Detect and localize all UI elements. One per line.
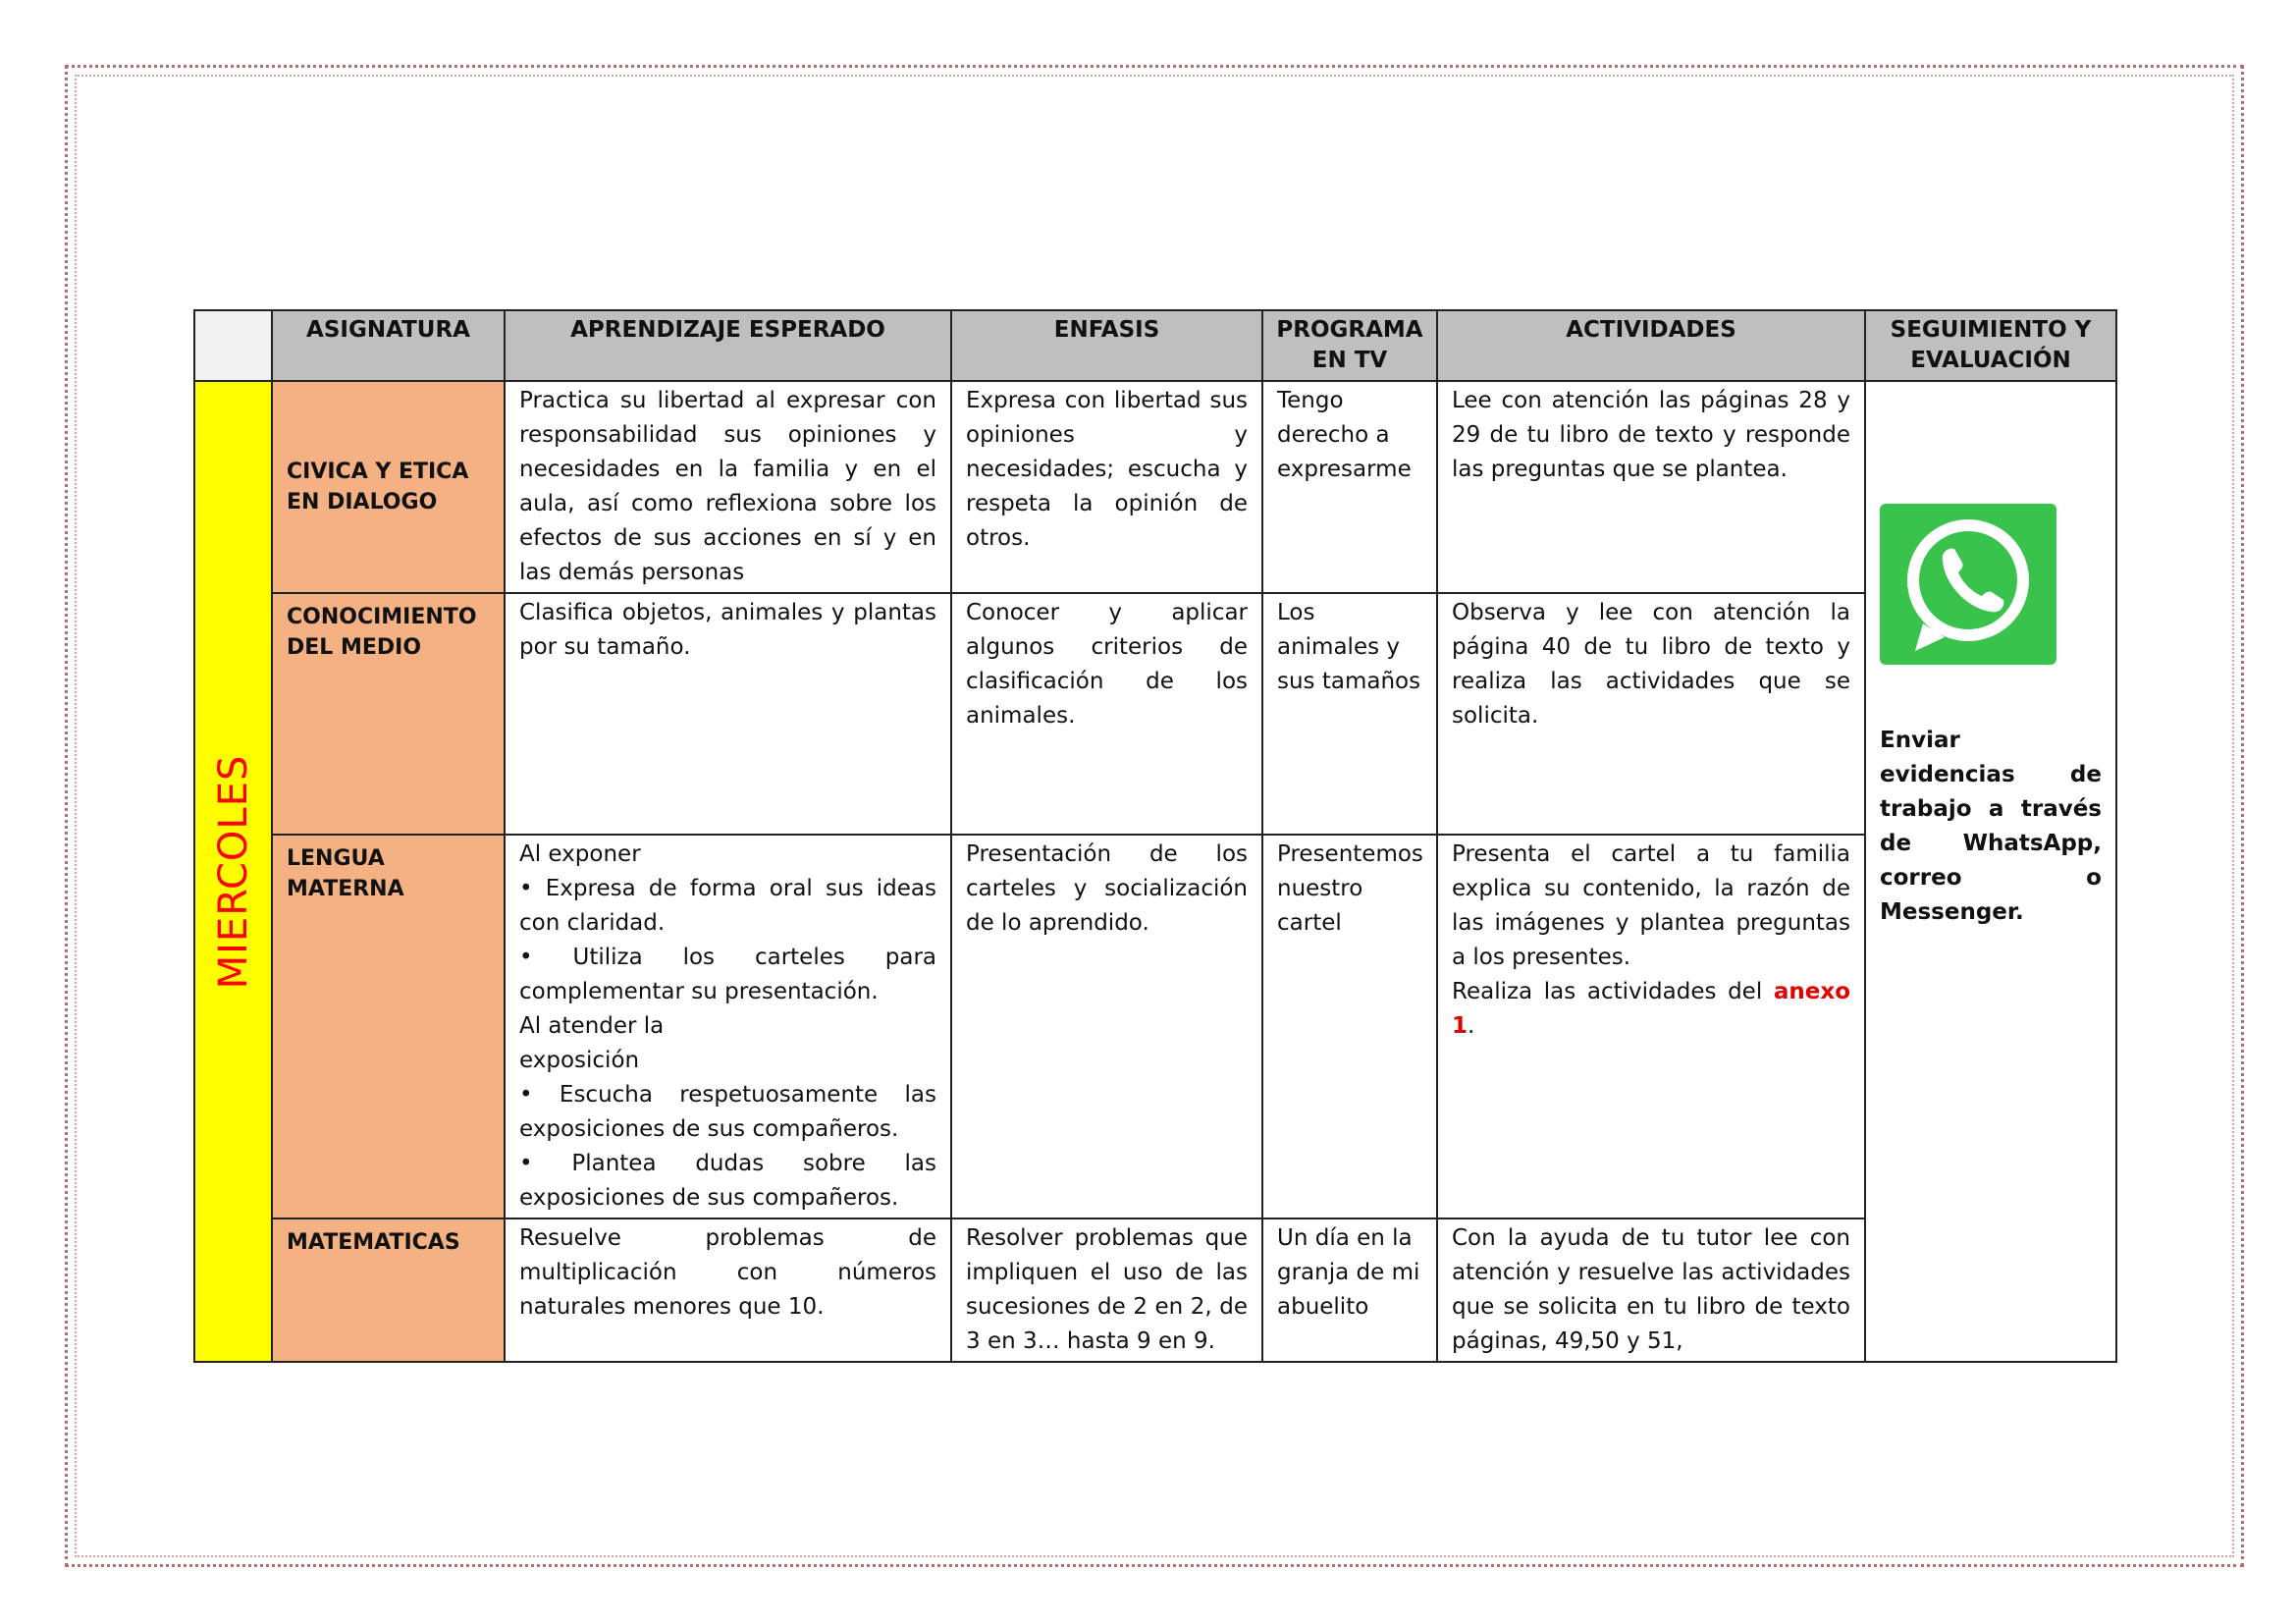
- aprendizaje-line: exposición: [519, 1048, 640, 1073]
- enfasis-cell: Presentación de los carteles y socialización de lo aprendido.: [951, 835, 1262, 1218]
- subject-cell: MATEMATICAS: [272, 1218, 505, 1362]
- header-blank: [194, 310, 272, 381]
- aprendizaje-line: • Escucha respetuosamente las exposiciones de sus compañeros.: [519, 1082, 936, 1142]
- aprendizaje-line: Al exponer: [519, 841, 641, 867]
- header-programa: PROGRAMA EN TV: [1262, 310, 1437, 381]
- aprendizaje-line: Al atender la: [519, 1013, 665, 1039]
- header-row: [194, 310, 2116, 381]
- table-row: [194, 835, 2116, 1218]
- programa-cell: Tengo derecho a expresarme: [1262, 381, 1437, 593]
- enfasis-cell: Expresa con libertad sus opiniones y necesidades; escucha y respeta la opinión de otros.: [951, 381, 1262, 593]
- table-row: [194, 1218, 2116, 1362]
- header-aprendizaje: APRENDIZAJE ESPERADO: [505, 310, 951, 381]
- subject-cell: LENGUA MATERNA: [272, 835, 505, 1218]
- actividades-cell: Con la ayuda de tu tutor lee con atención y resuelve las actividades que se solicita en tu libro de texto páginas, 49,50 y 51,: [1437, 1218, 1865, 1362]
- day-cell: [194, 381, 272, 1362]
- programa-cell: Un día en la granja de mi abuelito: [1262, 1218, 1437, 1362]
- day-label: MIERCOLES: [210, 754, 256, 989]
- table-row: [194, 381, 2116, 593]
- enfasis-cell: Resolver problemas que impliquen el uso de las sucesiones de 2 en 2, de 3 en 3… hasta 9 en 9.: [951, 1218, 1262, 1362]
- anexo-link: anexo 1: [1452, 979, 1850, 1039]
- programa-cell: Presentemos nuestro cartel: [1262, 835, 1437, 1218]
- programa-cell: Los animales y sus tamaños: [1262, 593, 1437, 835]
- actividades-cell: Lee con atención las páginas 28 y 29 de tu libro de texto y responde las preguntas que se plantea.: [1437, 381, 1865, 593]
- table-row: [194, 593, 2116, 835]
- aprendizaje-cell: [505, 835, 951, 1218]
- aprendizaje-cell: Resuelve problemas de multiplicación con números naturales menores que 10.: [505, 1218, 951, 1362]
- enfasis-cell: Conocer y aplicar algunos criterios de clasificación de los animales.: [951, 593, 1262, 835]
- actividades-cell: Observa y lee con atención la página 40 de tu libro de texto y realiza las actividades que se solicita.: [1437, 593, 1865, 835]
- schedule-table: [193, 309, 2117, 1363]
- seguimiento-text: Enviar evidencias de trabajo a través de WhatsApp, correo o Messenger.: [1880, 728, 2102, 925]
- actividades-cell: [1437, 835, 1865, 1218]
- actividades-end: .: [1468, 1013, 1475, 1039]
- aprendizaje-line: • Expresa de forma oral sus ideas con claridad.: [519, 876, 936, 936]
- actividades-extra: Realiza las actividades del: [1452, 979, 1763, 1004]
- aprendizaje-cell: Clasifica objetos, animales y plantas por su tamaño.: [505, 593, 951, 835]
- whatsapp-icon: [1880, 504, 2056, 665]
- subject-cell: CIVICA Y ETICA EN DIALOGO: [272, 381, 505, 593]
- aprendizaje-line: • Utiliza los carteles para complementar su presentación.: [519, 945, 936, 1004]
- aprendizaje-cell: Practica su libertad al expresar con responsabilidad sus opiniones y necesidades en la familia y en el aula, así como reflexiona sobre los efectos de sus acciones en sí y en las demás personas: [505, 381, 951, 593]
- seguimiento-cell: [1865, 381, 2116, 1362]
- subject-cell: CONOCIMIENTO DEL MEDIO: [272, 593, 505, 835]
- aprendizaje-line: • Plantea dudas sobre las exposiciones de sus compañeros.: [519, 1151, 936, 1211]
- header-asignatura: ASIGNATURA: [272, 310, 505, 381]
- header-seguimiento: SEGUIMIENTO Y EVALUACIÓN: [1865, 310, 2116, 381]
- header-actividades: ACTIVIDADES: [1437, 310, 1865, 381]
- actividades-text: Presenta el cartel a tu familia explica su contenido, la razón de las imágenes y plantea preguntas a los presentes.: [1452, 841, 1850, 970]
- header-enfasis: ENFASIS: [951, 310, 1262, 381]
